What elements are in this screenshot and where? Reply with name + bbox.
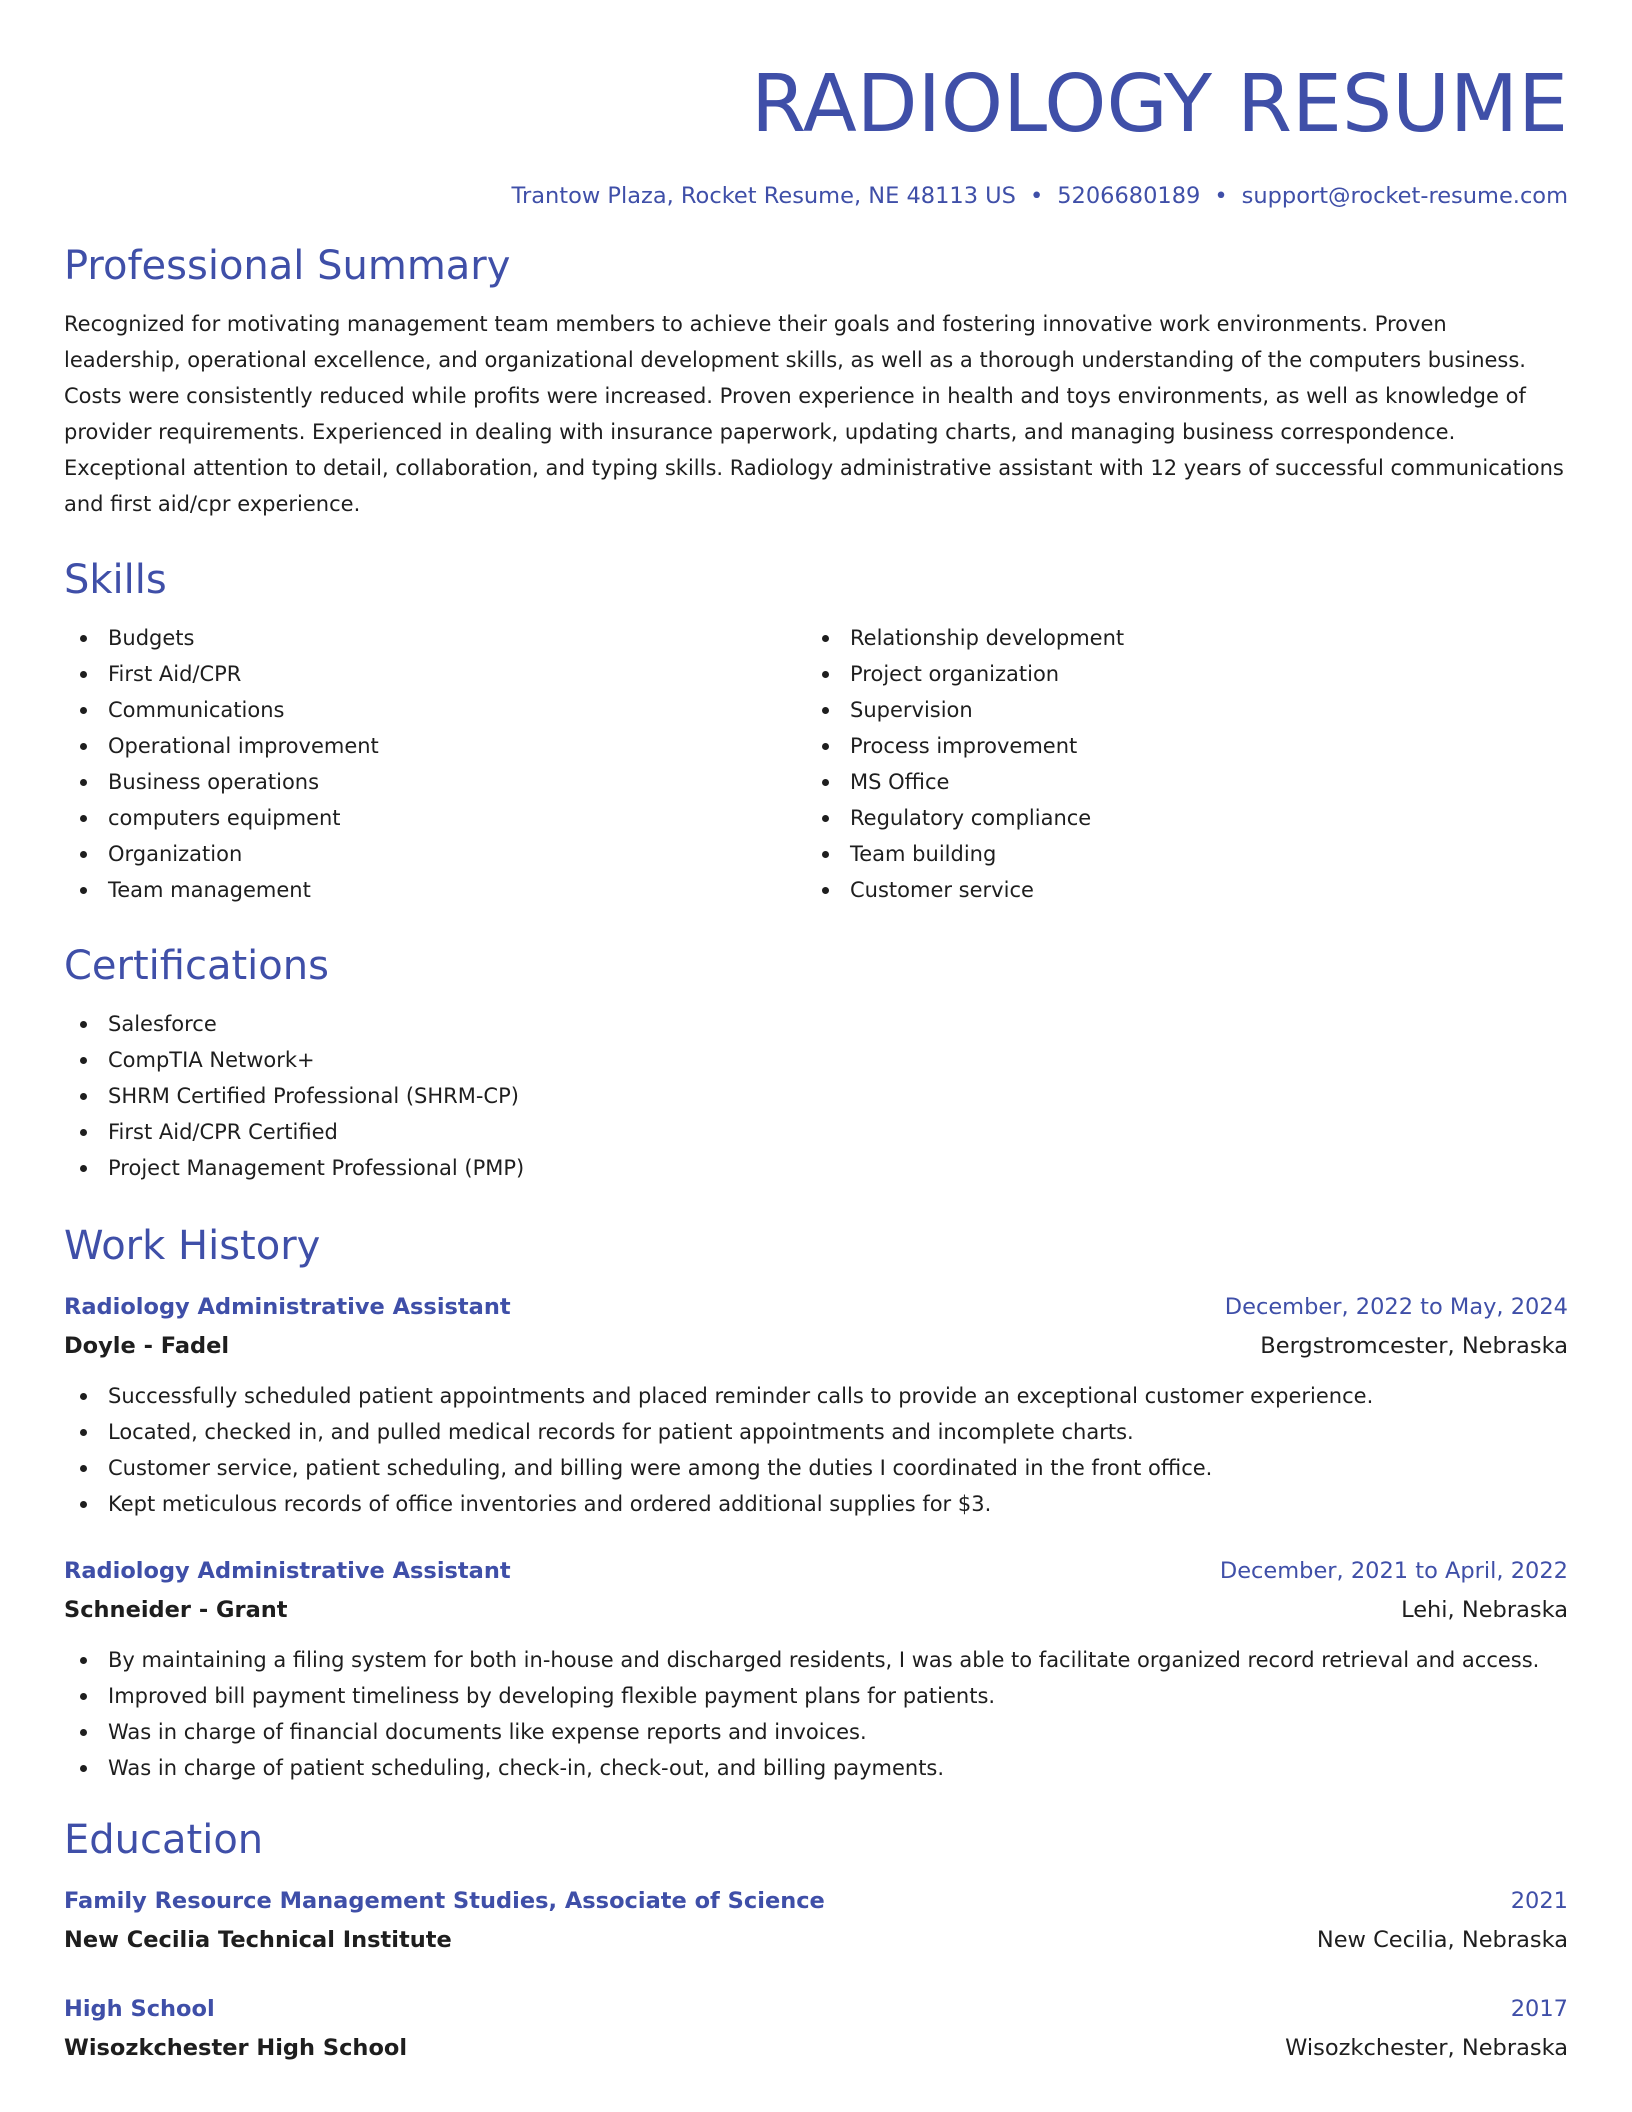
skill-item: Team management [64, 872, 806, 908]
job-company: Schneider - Grant [64, 1597, 288, 1623]
skill-item: Budgets [64, 620, 806, 656]
skills-column-right [806, 620, 1548, 908]
certifications-heading: Certifications [64, 943, 329, 989]
skill-item: Project organization [806, 656, 1548, 692]
education-year: 2017 [1510, 1996, 1568, 2022]
job-bullet: Was in charge of financial documents like expense reports and invoices. [64, 1714, 1568, 1750]
skill-item: Operational improvement [64, 728, 806, 764]
resume-page [64, 0, 1568, 2068]
skills-grid [64, 620, 1568, 908]
job-bullet: Kept meticulous records of office inventories and ordered additional supplies for $3. [64, 1486, 1568, 1522]
contact-email: support@rocket-resume.com [1241, 183, 1568, 209]
job-bullet: By maintaining a filing system for both in-house and discharged residents, I was able to facilitate organized record retrieval and access. [64, 1642, 1568, 1678]
certification-item: CompTIA Network+ [64, 1042, 1568, 1078]
skill-item: Supervision [806, 692, 1548, 728]
skill-item: Team building [806, 836, 1548, 872]
job-subheader [64, 1590, 1568, 1630]
job-bullet: Customer service, patient scheduling, and billing were among the duties I coordinated in the front office. [64, 1450, 1568, 1486]
education-school: New Cecilia Technical Institute [64, 1927, 452, 1953]
certifications-list [64, 1006, 1568, 1186]
certification-item: Project Management Professional (PMP) [64, 1150, 1568, 1186]
skills-column-left [64, 620, 806, 908]
job-bullet: Improved bill payment timeliness by developing flexible payment plans for patients. [64, 1678, 1568, 1714]
resume-name: RADIOLOGY RESUME [751, 58, 1568, 150]
education-degree: Family Resource Management Studies, Associate of Science [64, 1888, 825, 1914]
education-degree: High School [64, 1996, 215, 2022]
work-history-heading: Work History [64, 1223, 321, 1269]
skill-item: Regulatory compliance [806, 800, 1548, 836]
skill-item: First Aid/CPR [64, 656, 806, 692]
summary-heading: Professional Summary [64, 243, 511, 289]
job-role: Radiology Administrative Assistant [64, 1558, 511, 1584]
job-dates: December, 2021 to April, 2022 [1219, 1558, 1568, 1584]
skill-item: Organization [64, 836, 806, 872]
skills-heading: Skills [64, 557, 167, 603]
job-location: Bergstromcester, Nebraska [1260, 1333, 1568, 1359]
education-subheader [64, 2028, 1568, 2068]
contact-phone: 5206680189 [1057, 183, 1201, 209]
job-role: Radiology Administrative Assistant [64, 1294, 511, 1320]
job-bullets [64, 1378, 1568, 1522]
education-location: Wisozkchester, Nebraska [1285, 2035, 1568, 2061]
education-entry [64, 1882, 1568, 1960]
contact-separator: • [1214, 183, 1228, 209]
education-entry [64, 1990, 1568, 2068]
job-bullets [64, 1642, 1568, 1786]
contact-address: Trantow Plaza, Rocket Resume, NE 48113 US [511, 183, 1016, 209]
education-heading: Education [64, 1817, 264, 1863]
job-dates: December, 2022 to May, 2024 [1224, 1294, 1568, 1320]
job-subheader [64, 1326, 1568, 1366]
skill-item: Relationship development [806, 620, 1548, 656]
education-header [64, 1990, 1568, 2028]
skill-item: Communications [64, 692, 806, 728]
job-header [64, 1552, 1568, 1590]
skill-item: MS Office [806, 764, 1548, 800]
summary-text: Recognized for motivating management team members to achieve their goals and fostering innovative work environments. Proven leadership, operational excellence, and organizational development skills, as well as a thorough understanding of the computers business. Costs were consistently reduced while profits were increased. Proven experience in health and toys environments, as well as knowledge of provider requirements. Experienced in dealing with insurance paperwork, updating charts, and managing business correspondence. Exceptional attention to detail, collaboration, and typing skills. Radiology administrative assistant with 12 years of successful communications and first aid/cpr experience. [64, 312, 1564, 516]
skill-item: Business operations [64, 764, 806, 800]
certification-item: First Aid/CPR Certified [64, 1114, 1568, 1150]
job-bullet: Successfully scheduled patient appointments and placed reminder calls to provide an exceptional customer experience. [64, 1378, 1568, 1414]
skill-item: Process improvement [806, 728, 1548, 764]
job-entry [64, 1288, 1568, 1522]
contact-line [64, 180, 1568, 212]
skill-item: computers equipment [64, 800, 806, 836]
certification-item: Salesforce [64, 1006, 1568, 1042]
job-header [64, 1288, 1568, 1326]
job-bullet: Located, checked in, and pulled medical records for patient appointments and incomplete charts. [64, 1414, 1568, 1450]
education-location: New Cecilia, Nebraska [1316, 1927, 1568, 1953]
contact-separator: • [1029, 183, 1044, 209]
certification-item: SHRM Certified Professional (SHRM-CP) [64, 1078, 1568, 1114]
education-year: 2021 [1510, 1888, 1568, 1914]
job-entry [64, 1552, 1568, 1786]
job-bullet: Was in charge of patient scheduling, check-in, check-out, and billing payments. [64, 1750, 1568, 1786]
education-school: Wisozkchester High School [64, 2035, 408, 2061]
job-location: Lehi, Nebraska [1401, 1597, 1568, 1623]
skill-item: Customer service [806, 872, 1548, 908]
education-header [64, 1882, 1568, 1920]
education-subheader [64, 1920, 1568, 1960]
job-company: Doyle - Fadel [64, 1333, 230, 1359]
